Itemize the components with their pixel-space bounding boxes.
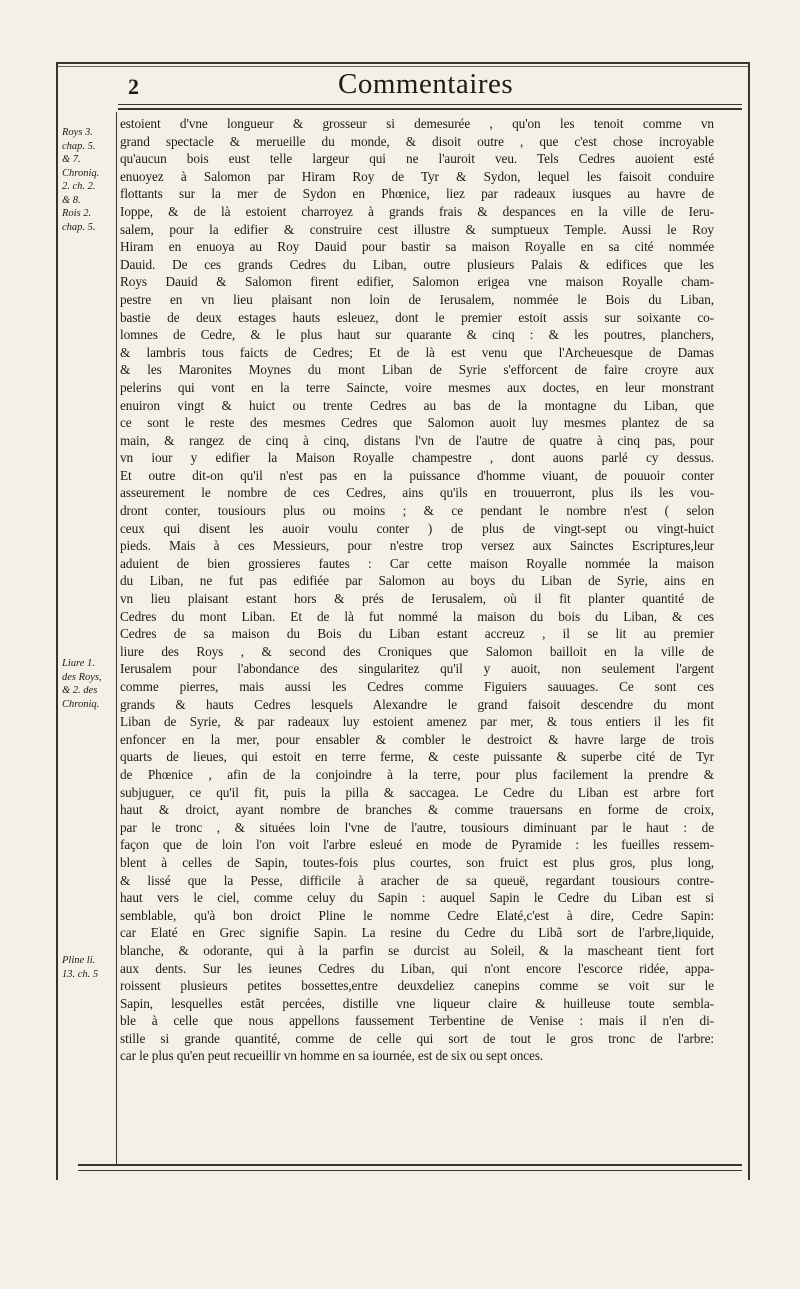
margin-note-1 xyxy=(62,126,116,234)
margin-note-line: 13. ch. 5 xyxy=(62,968,99,980)
header-rule xyxy=(118,104,742,105)
body-line: semblable, qu'à bon droict Pline le nomme Cedre Elaté,c'est à dire, Cedre Sapin: xyxy=(120,907,714,923)
body-line: quarts de lieues, qui estoit en terre ferme, & ceste puissante & superbe cité de Tyr xyxy=(120,749,714,765)
body-line: flottants sur la mer de Sydon en Phœnice, liez par radeaux iusques au havre de xyxy=(120,186,714,202)
body-line: Cedres du mont Liban. Et de là fut nommé la maison du bois du Liban, & ces xyxy=(120,608,714,624)
margin-note-line: des Roys, xyxy=(62,671,102,683)
body-line: comme pierres, mais aussi les Cedres comme Figuiers sauuages. Ce sont ces xyxy=(120,679,714,694)
body-line: dront conter, tousiours plus ou moins ; & ce pendant le nombre n'est ( selon xyxy=(120,503,714,519)
margin-note-line: Rois 2. xyxy=(62,208,92,219)
margin-note-line: & 2. des xyxy=(62,685,98,696)
body-line: & lambris tous faicts de Cedres; Et de là est venu que l'Archeuesque de Damas xyxy=(120,344,714,360)
body-line: car Elaté en Grec signifie Sapin. La resine du Cedre du Libã sort de l'arbre,liquide, xyxy=(120,925,714,941)
body-line: stille si grande quantité, comme de celle qui sort de tout le gros tronc de l'arbre: xyxy=(120,1030,714,1046)
margin-note-line: Chroniq. xyxy=(62,167,100,179)
body-line: vn lieu plaisant estant hors & prés de Ierusalem, où il fit planter quantité de xyxy=(120,591,714,607)
body-line: de Phœnice , afin de la conjoindre à la terre, pour plus facilement la prendre & xyxy=(120,766,714,782)
margin-note-line: & 8. xyxy=(62,194,81,206)
body-line: Liban de Syrie, & par radeaux luy estoient amenez par mer, & tous entiers il les fit xyxy=(120,714,714,730)
body-line: lomnes de Cedre, & le plus haut sur quarante & cinq : & les poutres, planchers, xyxy=(120,327,714,343)
body-line: aduient de bien grossieres fautes : Car cette maison Royalle nommée la maison xyxy=(120,555,714,571)
body-line: car le plus qu'en peut recueillir vn homme en sa iournée, est de six ou sept onces. xyxy=(120,1048,544,1064)
body-line: du Liban, ne fut pas edifiée par Salomon au boys du Liban de Syrie, ains en xyxy=(120,573,714,589)
body-line: salem, pour la edifier & construire cest illustre & sumptueux Temple. Aussi le Roy xyxy=(120,221,714,237)
body-line: enuoyez à Salomon par Hiram Roy de Tyr & Sydon, lequel les faisoit conduire xyxy=(120,168,714,184)
body-line: Dauid. De ces grands Cedres du Liban, outre plusieurs Palais & edifices que les xyxy=(120,256,714,272)
margin-note-line: Liure 1. xyxy=(62,658,95,669)
body-line: vn iour y edifier la Maison Royalle champestre , dont auons parlé cy dessus. xyxy=(120,450,714,466)
margin-note-line: & 7. xyxy=(62,154,81,165)
body-line: pestre en vn lieu plaisant non loin de Ierusalem, nommée le Bois du Liban, xyxy=(120,291,714,307)
body-line: roissent plusieurs petites bossettes,entre deuxdeliez canepins comme se voit sur le xyxy=(120,978,714,994)
body-line: Ioppe, & de là estoient charroyez à grands frais & despances en la ville de Ieru- xyxy=(120,203,714,219)
body-line: subjuguer, ce qu'il fit, puis la pilla & saccagea. Le Cedre du Liban est arbre fort xyxy=(120,784,714,800)
body-line: & les Maronites Moynes du mont Liban de Syrie s'efforcent de faire croyre aux xyxy=(120,362,714,378)
body-line: par le tronc , & situées loin l'vne de l'autre, tousiours diminuant par le haut : de xyxy=(120,819,714,835)
body-line: ce sont le reste des mesmes Cedres que Salomon auoit luy mesmes plantez de sa xyxy=(120,415,714,431)
page-frame-bottom-rule-inner xyxy=(78,1170,742,1171)
body-line: blent à celles de Sapin, toutes-fois plus courtes, son fruict est plus gros, plus long, xyxy=(120,854,714,870)
page-frame-bottom-rule xyxy=(78,1164,742,1166)
margin-note-line: Pline li. xyxy=(62,955,96,966)
margin-note-2 xyxy=(62,657,116,711)
body-line: enfoncer en la mer, pour ensabler & combler le destroict & havre large de trois xyxy=(120,731,714,747)
body-text xyxy=(120,115,714,1065)
body-line: façon que de loin l'on voit l'arbre esleué en mode de Pyramide : les fueilles ressem- xyxy=(120,837,714,853)
running-title: Commentaires xyxy=(338,68,514,100)
margin-note-line: chap. 5. xyxy=(62,140,96,152)
body-line: haut vers le ciel, comme celuy du Sapin : auquel Sapin le Cedre du Liban est si xyxy=(120,890,714,906)
body-line: grands & hauts Cedres lesquels Alexandre le grand faisoit descendre du mont xyxy=(120,696,714,712)
margin-note-line: chap. 5. xyxy=(62,221,96,233)
body-line: qu'aucun bois eust telle largeur qui ne l'auroit veu. Tels Cedres auoient esté xyxy=(120,151,714,167)
body-line: bastie de deux estages hauts esleuez, dont le premier estoit assis sur soixante co- xyxy=(120,309,714,325)
body-line: Sapin, lesquelles estãt percées, distille vne liqueur claire & huilleuse toute sembla- xyxy=(120,995,714,1011)
body-line: haut & droict, ayant nombre de branches & comme trauersans en forme de croix, xyxy=(120,802,714,818)
body-line: grand spectacle & merueille du monde, & disoit outre , que c'est chose incroyable xyxy=(120,133,714,149)
header-rule-double xyxy=(118,108,742,110)
body-line: liure des Roys , & second des Croniques que Salomon bailloit en la ville de xyxy=(120,643,714,659)
body-line: pieds. Mais à ces Messieurs, pour n'estre trop versez aux Sainctes Escriptures,leur xyxy=(120,538,714,554)
body-line: blanche, & odorante, qui à la parfin se durcist au Soleil, & la mascheant tient fort xyxy=(120,942,714,958)
body-line: asseurement le nombre de ces Cedres, ains qu'ils en trouuerront, plus ils les vou- xyxy=(120,485,714,501)
body-line: & lissé que la Pesse, difficile à aracher de sa queuë, regardant tousiours contre- xyxy=(120,872,714,888)
margin-note-line: 2. ch. 2. xyxy=(62,181,96,192)
body-line: main, & rangez de cinq à cinq, distans l'vn de l'autre de quatre à cinq pas, pour xyxy=(120,432,714,448)
body-line: aux dents. Sur les ieunes Cedres du Liban, qui n'ont encore l'escorce ridée, appa- xyxy=(120,960,714,976)
body-line: ble à celle que nous appellons faussement Terbentine de Venise : mais il n'en di- xyxy=(120,1013,714,1029)
body-line: Roys Dauid & Salomon firent edifier, Salomon erigea vne maison Royalle cham- xyxy=(120,274,714,290)
margin-note-line: Chroniq. xyxy=(62,698,100,710)
body-line: estoient d'vne longueur & grosseur si demesurée , qu'on les tenoit comme vn xyxy=(120,116,714,131)
body-line: enuiron vingt & huict ou trente Cedres au bas de la montagne du Liban, que xyxy=(120,397,714,413)
body-line: Hiram en enuoya au Roy Dauid pour bastir sa maison Royalle en sa cité nommée xyxy=(120,239,714,255)
body-line: ceux qui disent les auoir voulu conter ) de plus de vingt-sept ou vingt-huict xyxy=(120,520,714,536)
margin-note-line: Roys 3. xyxy=(62,127,93,138)
page-number: 2 xyxy=(128,74,139,99)
body-line: Et outre dit-on qu'il n'est pas en la puissance d'homme viuant, de pouuoir conter xyxy=(120,467,714,483)
body-line: pelerins qui vont en la terre Saincte, voire mesmes aux doctes, en leur monstrant xyxy=(120,379,714,395)
body-line: Ierusalem pour l'abondance des singularitez qu'il y auoit, non seulement l'argent xyxy=(120,661,714,677)
margin-note-3 xyxy=(62,954,116,981)
body-line: Cedres de sa maison du Bois du Liban estant accreuz , il se lit au premier xyxy=(120,626,714,642)
